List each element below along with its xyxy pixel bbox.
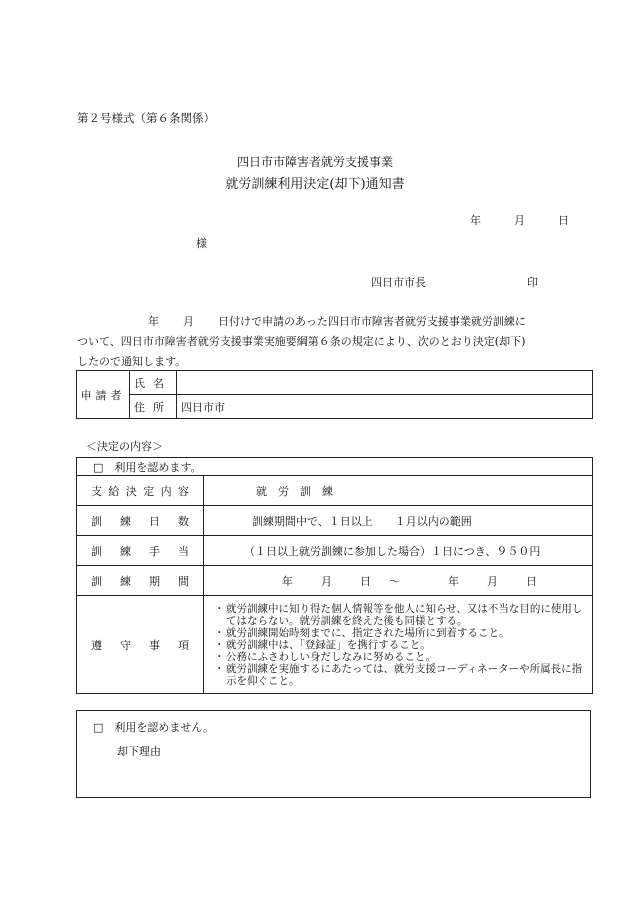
applicant-label: 申請者 bbox=[77, 371, 130, 419]
form-number: 第２号様式（第６条関係） bbox=[77, 111, 215, 125]
days-value: 訓練期間中で、１日以上 １月以内の範囲 bbox=[204, 506, 593, 536]
period-year1: 年 bbox=[282, 574, 293, 588]
rules-cell bbox=[204, 596, 593, 694]
document-title-line2: 就労訓練利用決定(却下)通知書 bbox=[225, 177, 405, 192]
rule-text: 就労訓練中に知り得た個人情報等を他人に知らせ、又は不当な目的に使用してはならない。就労訓練を終えた後も同様とする。 bbox=[226, 602, 583, 627]
applicant-table bbox=[76, 370, 593, 419]
body-month: 月 bbox=[183, 315, 194, 328]
body-line1: 日付けで申請のあった四日市市障害者就労支援事業就労訓練に bbox=[218, 315, 526, 328]
issuer-name: 四日市市長 bbox=[371, 276, 426, 289]
content-label: 支給決定内容 bbox=[91, 484, 189, 498]
date-year-label: 年 bbox=[470, 214, 481, 227]
seal-mark: 印 bbox=[527, 276, 538, 289]
decision-section-label: ＜決定の内容＞ bbox=[86, 440, 163, 453]
rule-item: ・ 公務にふさわしい身だしなみに努めること。 bbox=[214, 650, 436, 663]
approve-option[interactable]: □ 利用を認めます。 bbox=[77, 458, 593, 476]
rule-text: 就労訓練中は、「登録証」を携行すること。 bbox=[226, 638, 431, 651]
rule-text: 就労訓練開始時刻までに、指定された場所に到着すること。 bbox=[226, 626, 510, 639]
addressee-suffix: 様 bbox=[196, 237, 207, 250]
allowance-value: （１日以上就労訓練に参加した場合）１日につき、９５０円 bbox=[204, 536, 593, 566]
notice-body bbox=[77, 312, 567, 372]
period-day1: 日 bbox=[360, 574, 371, 588]
date-month-label: 月 bbox=[514, 214, 525, 227]
reject-option[interactable]: □ 利用を認めません。 bbox=[93, 721, 215, 734]
days-label: 訓練日数 bbox=[91, 514, 189, 528]
decision-table bbox=[76, 457, 593, 694]
body-year: 年 bbox=[148, 315, 159, 328]
rules-label: 遵守事項 bbox=[91, 638, 189, 652]
rule-item: ・ 就労訓練中は、「登録証」を携行すること。 bbox=[214, 638, 431, 651]
body-line3: したので通知します。 bbox=[77, 355, 187, 368]
issue-date bbox=[470, 212, 569, 228]
content-value: 就 労 訓 練 bbox=[204, 476, 593, 506]
period-month2: 月 bbox=[487, 574, 498, 588]
name-label: 氏名 bbox=[130, 371, 177, 395]
content-label-cell bbox=[77, 476, 204, 506]
rule-text: 就労訓練を実施するにあたっては、就労支援コーディネーターや所属長に指示を仰ぐこと。 bbox=[226, 662, 583, 687]
days-label-cell bbox=[77, 506, 204, 536]
name-value[interactable] bbox=[177, 371, 593, 395]
body-line2: ついて、四日市市障害者就労支援事業実施要綱第６条の規定により、次のとおり決定(却下) bbox=[77, 335, 526, 348]
period-month1: 月 bbox=[321, 574, 332, 588]
period-value bbox=[204, 566, 593, 596]
allowance-label-cell bbox=[77, 536, 204, 566]
period-day2: 日 bbox=[526, 574, 537, 588]
address-value[interactable]: 四日市市 bbox=[177, 395, 593, 419]
rule-item: ・ 就労訓練中に知り得た個人情報等を他人に知らせ、又は不当な目的に使用してはならない。就労訓練を終えた後も同様とする。 bbox=[214, 603, 586, 627]
allowance-label: 訓練手当 bbox=[91, 544, 189, 558]
rules-list bbox=[204, 599, 592, 691]
document-title-line1: 四日市市障害者就労支援事業 bbox=[236, 155, 393, 169]
period-label-cell bbox=[77, 566, 204, 596]
address-label: 住所 bbox=[130, 395, 177, 419]
rule-text: 公務にふさわしい身だしなみに努めること。 bbox=[226, 650, 436, 663]
reject-reason-label: 却下理由 bbox=[117, 745, 161, 758]
rule-item: ・ 就労訓練開始時刻までに、指定された場所に到着すること。 bbox=[214, 626, 510, 639]
period-tilde: ～ bbox=[389, 574, 400, 588]
reject-box bbox=[76, 710, 591, 798]
period-label: 訓練期間 bbox=[91, 574, 189, 588]
period-year2: 年 bbox=[448, 574, 459, 588]
rule-item: ・ 就労訓練を実施するにあたっては、就労支援コーディネーターや所属長に指示を仰ぐこと。 bbox=[214, 663, 586, 687]
rules-label-cell bbox=[77, 596, 204, 694]
date-day-label: 日 bbox=[558, 214, 569, 227]
